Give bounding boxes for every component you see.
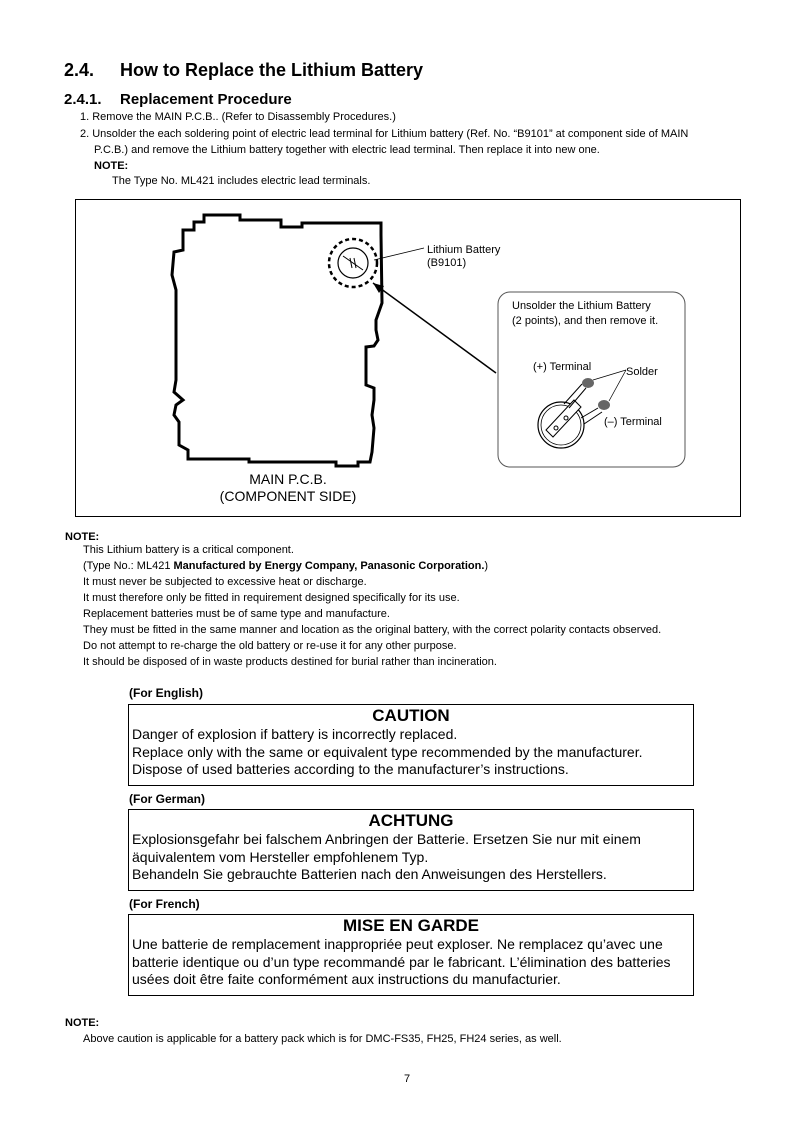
section-heading: 2.4. How to Replace the Lithium Battery [64,60,424,80]
step-note-text: The Type No. ML421 includes electric lead terminals. [112,175,371,187]
caution-line: Behandeln Sie gebrauchte Batterien nach den Anweisungen des Herstellers. [132,866,607,882]
caution-line: Explosionsgefahr bei falschem Anbringen der Batterie. Ersetzen Sie nur mit einem [132,831,641,847]
caution-line: usées doit être faite conformément aux instructions du manufacturier. [132,971,561,987]
caution-english-label: (For English) [129,686,203,700]
caution-line: batterie identique ou d’un type recommandé par le fabricant. L’élimination des batteries [132,953,671,970]
caution-title: CAUTION [372,706,450,725]
caution-french-label: (For French) [129,897,200,911]
callout-line-1: Unsolder the Lithium Battery [512,300,651,312]
pcb-label-1: MAIN P.C.B. [249,471,327,487]
note-line: It must never be subjected to excessive heat or discharge. [83,576,367,588]
caution-line: Danger of explosion if battery is incorrectly replaced. [132,726,458,742]
caution-title: MISE EN GARDE [342,916,480,935]
page-number: 7 [404,1073,411,1085]
caution-line: Replace only with the same or equivalent type recommended by the manufacturer. [132,743,643,760]
battery-ref: (B9101) [427,257,467,269]
battery-location-diagram [75,199,741,517]
note-line: They must be fitted in the same manner and location as the original battery, with the correct polarity contacts observed. [83,624,662,636]
note-line: Replacement batteries must be of same type and manufacture. [83,608,390,620]
step-1: 1. Remove the MAIN P.C.B.. (Refer to Disassembly Procedures.) [80,111,396,123]
note-line: This Lithium battery is a critical component. [83,544,294,556]
pcb-label-2: (COMPONENT SIDE) [219,488,357,504]
pcb-outline [172,215,382,466]
caution-english-box [128,704,694,786]
solder-label: Solder [626,366,658,378]
note-line: It must therefore only be fitted in requirement designed specifically for its use. [83,592,460,604]
caution-german-box [128,809,694,891]
step-2: 2. Unsolder the each soldering point of electric lead terminal for Lithium battery (Ref. No. “B9101” at component side of MAIN [80,128,689,140]
note-line: Do not attempt to re-charge the old battery or re-use it for any other purpose. [83,640,457,652]
caution-french-box [128,914,694,996]
caution-line: Une batterie de remplacement inappropriée peut exploser. Ne remplacez qu’avec une [132,936,663,952]
battery-label: Lithium Battery [427,244,501,256]
plus-terminal-label: (+) Terminal [533,361,592,373]
minus-terminal-label: (–) Terminal [604,416,662,428]
callout-line-2: (2 points), and then remove it. [512,315,659,327]
final-note-text: Above caution is applicable for a battery pack which is for DMC-FS35, FH25, FH24 series, as well. [83,1033,562,1045]
caution-german-label: (For German) [129,792,206,806]
note-type-line: (Type No.: ML421 Manufactured by Energy Company, Panasonic Corporation.) [83,560,489,572]
coin-battery-icon [538,370,626,448]
caution-line: äquivalentem vom Hersteller empfohlenem Typ. [132,848,429,865]
step-note-label: NOTE: [94,160,129,172]
caution-line: Dispose of used batteries according to the manufacturer’s instructions. [132,761,569,777]
note-label: NOTE: [65,531,100,543]
final-note-label: NOTE: [65,1017,100,1029]
caution-title: ACHTUNG [368,811,454,830]
step-2-cont: P.C.B.) and remove the Lithium battery together with electric lead terminal. Then replace it into new one. [94,144,600,156]
note-line: It should be disposed of in waste products destined for burial rather than incineration. [83,656,497,668]
subsection-heading: 2.4.1. Replacement Procedure [64,91,292,108]
